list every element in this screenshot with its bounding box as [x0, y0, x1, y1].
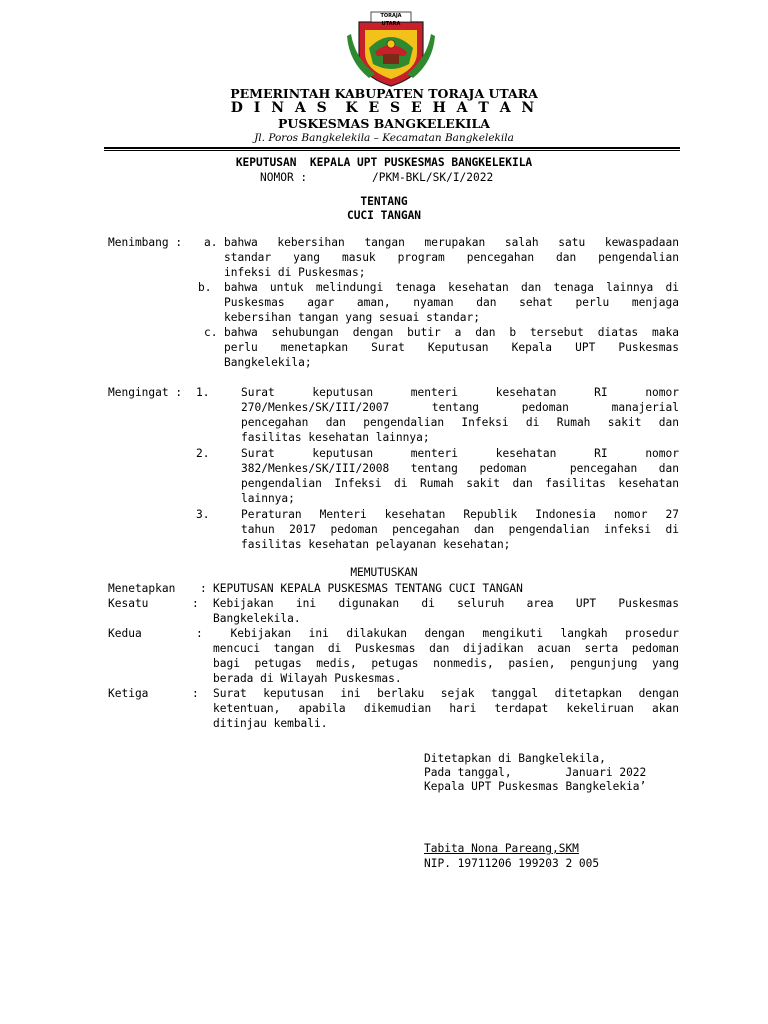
letterhead-divider-thick	[104, 147, 680, 149]
letterhead-puskesmas-line: PUSKESMAS BANGKELEKILA	[278, 116, 490, 131]
decision-line: bagi petugas medis, petugas nonmedis, pasien, pengunjung yang	[213, 657, 679, 670]
mengingat-item-line: 382/Menkes/SK/III/2008 tentang pedoman pencegahan dan	[241, 462, 679, 475]
decision-line: berada di Wilayah Puskesmas.	[213, 672, 402, 685]
decree-subject: CUCI TANGAN	[346, 209, 422, 222]
decree-heading: KEPUTUSAN KEPALA UPT PUSKESMAS BANGKELEKILA	[235, 156, 533, 169]
mengingat-item-line: pengendalian Infeksi di Rumah sakit dan fasilitas kesehatan	[241, 477, 679, 490]
decision-colon: :	[196, 627, 203, 640]
menimbang-item-line: bahwa untuk melindungi tenaga kesehatan dan tenaga lainnya di	[224, 281, 679, 294]
mengingat-item-marker: 3.	[196, 508, 210, 521]
decision-colon: :	[200, 582, 207, 595]
menimbang-item-marker: c.	[204, 326, 218, 339]
decision-label: Kesatu	[108, 597, 149, 610]
decision-colon: :	[192, 597, 199, 610]
mengingat-item-line: pencegahan dan pengendalian Infeksi di Rumah sakit dan	[241, 416, 679, 429]
mengingat-item-line: fasilitas kesehatan lainnya;	[241, 431, 430, 444]
menimbang-item-line: kebersihan tangan yang sesuai standar;	[224, 311, 480, 324]
decision-label: Menetapkan	[108, 582, 176, 595]
decision-label: Kedua	[108, 627, 142, 640]
mengingat-item-line: Surat keputusan menteri kesehatan RI nomor	[241, 386, 679, 399]
decision-line: Surat keputusan ini berlaku sejak tanggal ditetapkan dengan	[213, 687, 679, 700]
decision-line: Bangkelekila.	[213, 612, 301, 625]
signatory-nip: NIP. 19711206 199203 2 005	[424, 857, 600, 870]
decision-line: mencuci tangan di Puskesmas dan dijadikan acuan serta pedoman	[213, 642, 679, 655]
decision-line: Kebijakan ini dilakukan dengan mengikuti langkah prosedur	[213, 627, 679, 640]
menimbang-item-line: Bangkelekila;	[224, 356, 312, 369]
memutuskan-heading: MEMUTUSKAN	[350, 566, 418, 579]
menimbang-item-line: infeksi di Puskesmas;	[224, 266, 366, 279]
signature-date: Pada tanggal, Januari 2022	[424, 766, 647, 779]
mengingat-item-line: 270/Menkes/SK/III/2007 tentang pedoman manajerial	[241, 401, 679, 414]
menimbang-item-line: standar yang masuk program pencegahan dan pengendalian	[224, 251, 679, 264]
mengingat-item-marker: 1.	[196, 386, 210, 399]
menimbang-item-line: perlu menetapkan Surat Keputusan Kepala UPT Puskesmas	[224, 341, 679, 354]
decision-line: KEPUTUSAN KEPALA PUSKESMAS TENTANG CUCI TANGAN	[213, 582, 523, 595]
menimbang-item-line: bahwa sehubungan dengan butir a dan b tersebut diatas maka	[224, 326, 679, 339]
nomor-value: /PKM-BKL/SK/I/2022	[372, 171, 494, 184]
menimbang-item-line: Puskesmas agar aman, nyaman dan sehat perlu menjaga	[224, 296, 679, 309]
menimbang-label: Menimbang :	[108, 236, 183, 249]
mengingat-item-line: fasilitas kesehatan pelayanan kesehatan;	[241, 538, 511, 551]
menimbang-item-marker: a.	[204, 236, 218, 249]
menimbang-item-marker: b.	[198, 281, 212, 294]
letterhead-address: Jl. Poros Bangkelekila – Kecamatan Bangkelekila	[254, 132, 514, 144]
decision-line: ditinjau kembali.	[213, 717, 328, 730]
letterhead-government-line: PEMERINTAH KABUPATEN TORAJA UTARA	[230, 86, 538, 101]
mengingat-label: Mengingat :	[108, 386, 189, 399]
mengingat-item-marker: 2.	[196, 447, 210, 460]
decision-label: Ketiga	[108, 687, 149, 700]
decision-line: ketentuan, apabila dikemudian hari terdapat kekeliruan akan	[213, 702, 679, 715]
signatory-name: Tabita Nona Pareang,SKM	[424, 842, 579, 855]
decision-line: Kebijakan ini digunakan di seluruh area UPT Puskesmas	[213, 597, 679, 610]
decision-colon: :	[192, 687, 199, 700]
logo-banner-text: TORAJA UTARA	[380, 13, 402, 27]
signature-position: Kepala UPT Puskesmas Bangkelekia’	[424, 780, 647, 793]
letterhead-divider-thin	[104, 150, 680, 151]
mengingat-item-line: lainnya;	[241, 492, 295, 505]
menimbang-item-line: bahwa kebersihan tangan merupakan salah satu kewaspadaan	[224, 236, 679, 249]
tentang-heading: TENTANG	[360, 195, 408, 208]
mengingat-item-line: Surat keputusan menteri kesehatan RI nomor	[241, 447, 679, 460]
nomor-label: NOMOR :	[260, 171, 308, 184]
mengingat-item-line: tahun 2017 pedoman pencegahan dan pengendalian infeksi di	[241, 523, 679, 536]
mengingat-item-line: Peraturan Menteri kesehatan Republik Indonesia nomor 27	[241, 508, 679, 521]
letterhead-department-line: D I N A S K E S E H A T A N	[230, 100, 538, 116]
signature-place: Ditetapkan di Bangkelekila,	[424, 752, 606, 765]
